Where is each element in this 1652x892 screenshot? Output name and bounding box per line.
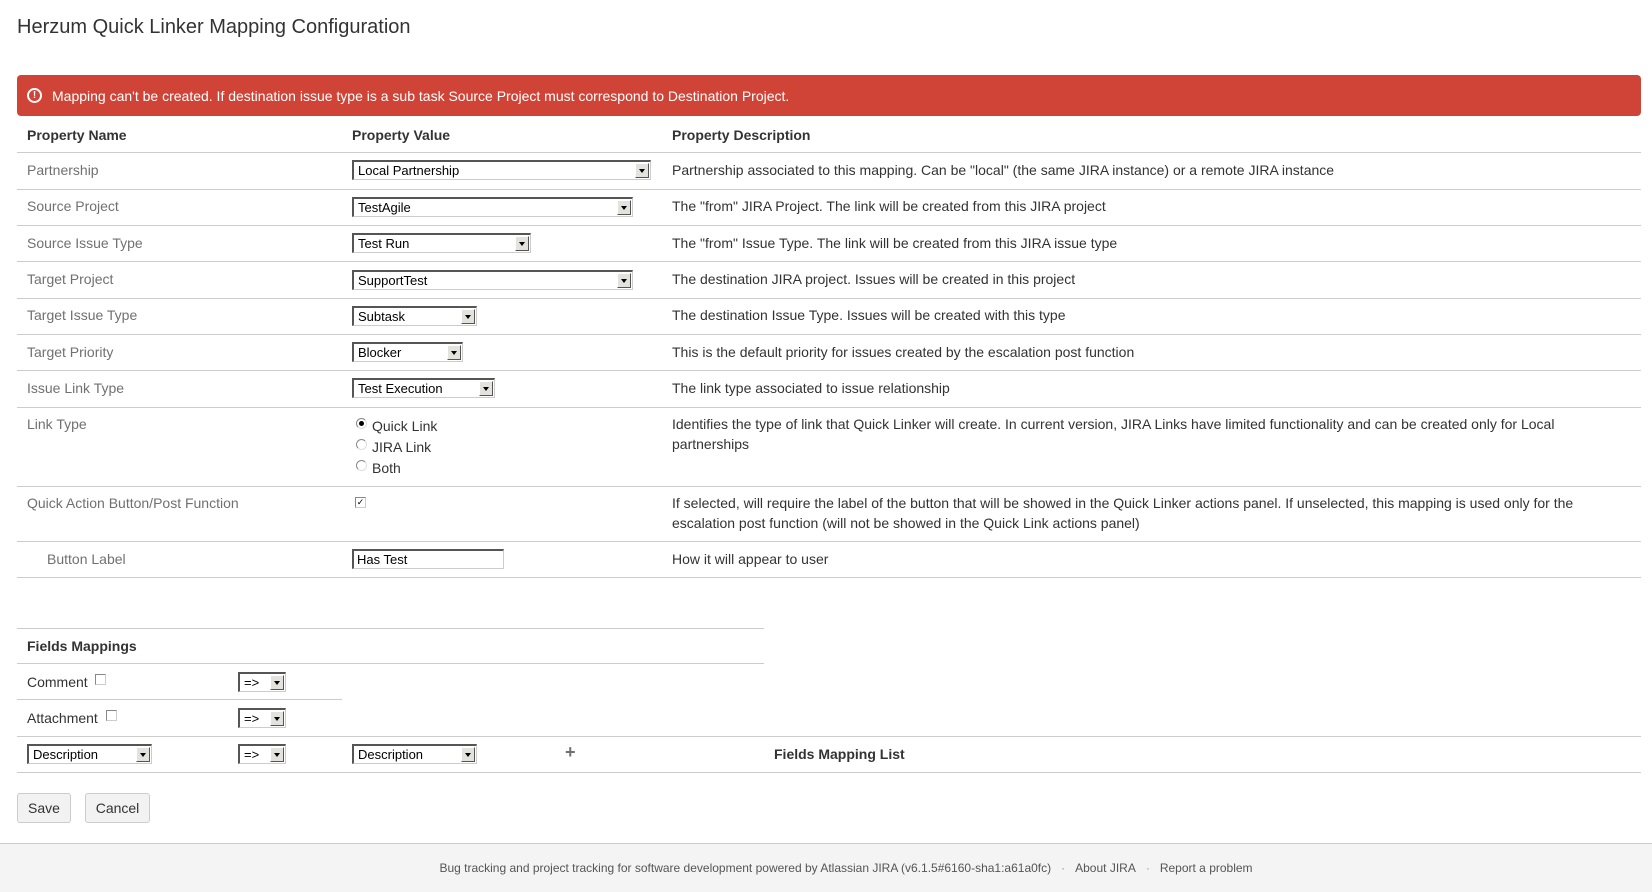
divider: [17, 486, 1641, 487]
issue-link-type-select[interactable]: [352, 378, 495, 398]
add-mapping-icon[interactable]: +: [565, 742, 576, 762]
target-project-select[interactable]: [352, 270, 633, 290]
exclamation-circle-icon: !: [27, 88, 42, 103]
fields-mapping-list-title: Fields Mapping List: [774, 746, 905, 762]
dropdown-arrow-icon: [635, 163, 649, 178]
header-property-value: Property Value: [352, 127, 451, 143]
comment-field: [27, 674, 88, 690]
property-name: Link Type: [27, 416, 87, 432]
report-problem-link[interactable]: Report a problem: [1159, 861, 1253, 875]
divider: [17, 225, 1641, 226]
divider: [17, 261, 1641, 262]
property-description: Partnership associated to this mapping. Can be "local" (the same JIRA instance) or a remote JIRA instance: [672, 162, 1335, 178]
dropdown-arrow-icon: [479, 381, 493, 396]
comment-checkbox[interactable]: [95, 674, 106, 685]
attachment-operator-select[interactable]: [238, 708, 286, 728]
property-description: The link type associated to issue relationship: [672, 380, 950, 396]
page-title: Herzum Quick Linker Mapping Configuration: [17, 16, 411, 38]
radio-label: Quick Link: [372, 418, 438, 434]
button-label-input[interactable]: Has Test: [352, 549, 504, 569]
divider: [17, 577, 1641, 578]
select-value: TestAgile: [358, 200, 411, 215]
fields-mappings-title: Fields Mappings: [27, 638, 137, 654]
partnership-select[interactable]: [352, 160, 651, 180]
error-message: Mapping can't be created. If destination issue type is a sub task Source Project must correspond to Destination Project.: [52, 87, 790, 104]
radio-both[interactable]: [356, 460, 401, 476]
radio-checked-icon[interactable]: [356, 418, 367, 429]
property-name: Target Priority: [27, 344, 114, 360]
divider: [17, 152, 1641, 153]
dropdown-arrow-icon: [617, 273, 631, 288]
property-name: Button Label: [47, 551, 126, 567]
property-description: This is the default priority for issues created by the escalation post function: [672, 344, 1135, 360]
save-button[interactable]: Save: [17, 793, 71, 823]
select-value: Description: [358, 747, 424, 762]
radio-unchecked-icon[interactable]: [356, 439, 367, 450]
property-description: How it will appear to user: [672, 551, 829, 567]
select-value: Test Run: [358, 236, 410, 251]
dropdown-arrow-icon: [136, 747, 150, 762]
select-value: SupportTest: [358, 273, 428, 288]
source-issue-type-select[interactable]: [352, 233, 531, 253]
property-name: Issue Link Type: [27, 380, 125, 396]
property-description: If selected, will require the label of the button that will be showed in the Quick Linker actions panel. If unselected, this mapping is used only for the escalation post function (will not be showed in the Quick Link actions panel): [672, 495, 1574, 531]
property-name: Target Issue Type: [27, 307, 138, 323]
property-name: Source Issue Type: [27, 235, 143, 251]
divider: [17, 334, 1641, 335]
property-description: The "from" JIRA Project. The link will be created from this JIRA project: [672, 198, 1106, 214]
property-description: The destination Issue Type. Issues will be created with this type: [672, 307, 1066, 323]
select-value: =>: [244, 747, 260, 762]
footer: [0, 843, 1652, 892]
divider: [17, 736, 1641, 737]
quick-action-checkbox[interactable]: ✓: [356, 497, 365, 507]
custom-operator-select[interactable]: [238, 744, 286, 764]
property-name: Quick Action Button/Post Function: [27, 495, 239, 511]
property-description: Identifies the type of link that Quick Linker will create. In current version, JIRA Links have limited functionality and can be created only for Local partnerships: [672, 416, 1555, 452]
select-value: =>: [244, 711, 260, 726]
radio-unchecked-icon[interactable]: [356, 460, 367, 471]
target-priority-select[interactable]: [352, 342, 463, 362]
divider: [17, 370, 1641, 371]
about-jira-link[interactable]: About JIRA: [1075, 861, 1136, 875]
radio-jira-link[interactable]: [356, 439, 431, 455]
property-name: Partnership: [27, 162, 99, 178]
footer-separator: ·: [1061, 861, 1066, 875]
target-field-select[interactable]: [352, 744, 477, 764]
dropdown-arrow-icon: [447, 345, 461, 360]
source-project-select[interactable]: [352, 197, 633, 217]
dropdown-arrow-icon: [515, 236, 529, 251]
cancel-button[interactable]: Cancel: [85, 793, 150, 823]
divider: [17, 189, 1641, 190]
dropdown-arrow-icon: [270, 747, 284, 762]
select-value: Subtask: [358, 309, 405, 324]
source-field-select[interactable]: [27, 744, 152, 764]
divider: [17, 772, 1641, 773]
select-value: Description: [33, 747, 99, 762]
header-property-description: Property Description: [672, 127, 811, 143]
select-value: Test Execution: [358, 381, 443, 396]
target-issue-type-select[interactable]: [352, 306, 477, 326]
select-value: Local Partnership: [358, 163, 460, 178]
footer-separator: ·: [1145, 861, 1150, 875]
divider: [17, 663, 764, 664]
comment-operator-select[interactable]: [238, 672, 286, 692]
dropdown-arrow-icon: [617, 200, 631, 215]
radio-label: Both: [372, 460, 401, 476]
comment-label: Comment: [27, 674, 88, 690]
attachment-label: Attachment: [27, 710, 98, 726]
radio-quick-link[interactable]: [356, 418, 437, 434]
header-property-name: Property Name: [27, 127, 127, 143]
radio-label: JIRA Link: [372, 439, 432, 455]
divider: [17, 628, 764, 629]
select-value: Blocker: [358, 345, 402, 360]
error-alert: [17, 75, 1641, 116]
divider: [17, 699, 342, 700]
divider: [17, 541, 1641, 542]
divider: [17, 298, 1641, 299]
select-value: =>: [244, 675, 260, 690]
dropdown-arrow-icon: [461, 747, 475, 762]
divider: [17, 407, 1641, 408]
attachment-checkbox[interactable]: [106, 710, 117, 721]
dropdown-arrow-icon: [270, 675, 284, 690]
property-description: The "from" Issue Type. The link will be created from this JIRA issue type: [672, 235, 1118, 251]
dropdown-arrow-icon: [461, 309, 475, 324]
dropdown-arrow-icon: [270, 711, 284, 726]
property-name: Target Project: [27, 271, 114, 287]
footer-text: Bug tracking and project tracking for software development powered by Atlassian JIRA (v6.1.5#6160-sha1:a61a0fc): [439, 861, 1052, 875]
property-name: Source Project: [27, 198, 119, 214]
property-description: The destination JIRA project. Issues will be created in this project: [672, 271, 1076, 287]
